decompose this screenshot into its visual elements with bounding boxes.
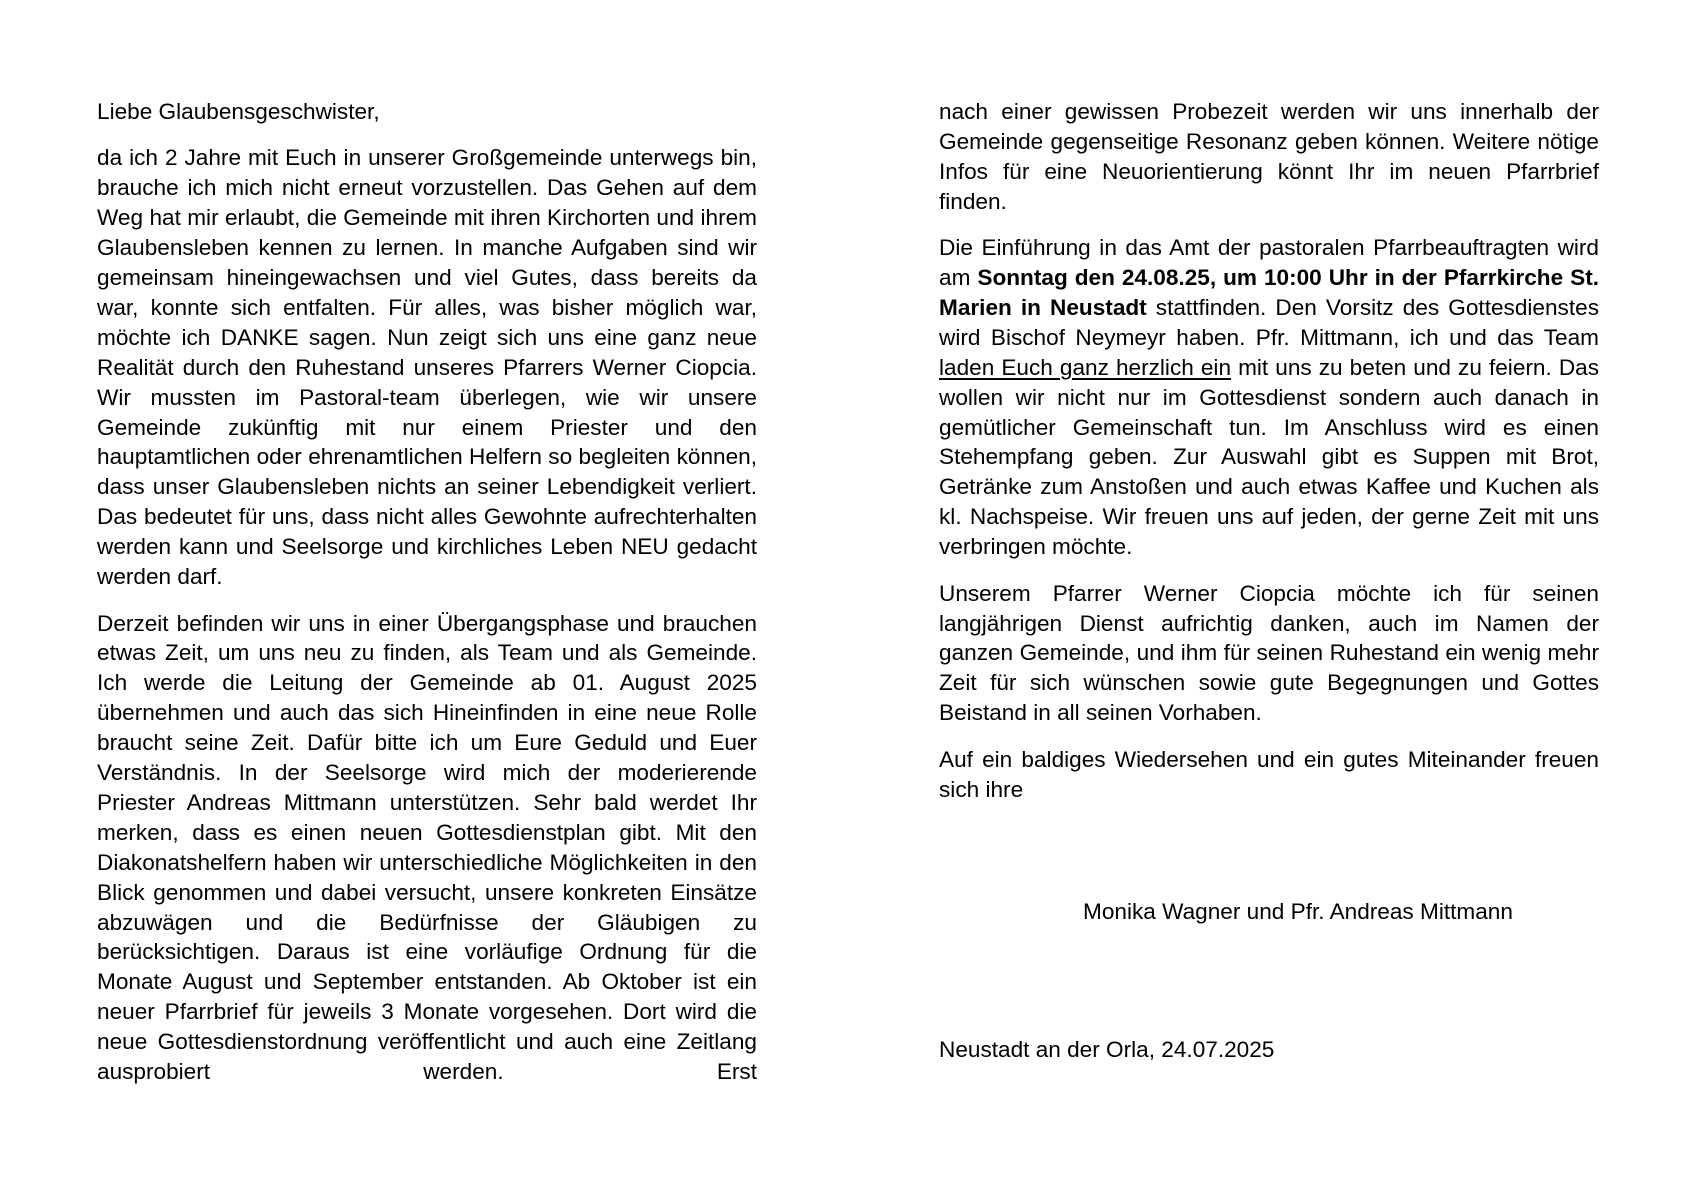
paragraph-installation-invitation [939, 233, 1599, 562]
invitation-intro: Die Einführung in das Amt der pastoralen Pfarrbeauftragten wird am [939, 235, 1599, 291]
salutation: Liebe Glaubensgeschwister, [97, 99, 380, 124]
invitation-closing: mit uns zu beten und zu feiern. Das wollen wir nicht nur im Gottesdienst sondern auch danach in gemütlicher Gemeinschaft tun. Im Anschluss wird es einen Stehempfang geben. Zur Auswahl gibt es Suppen mit Brot, Getränke zum Anstoßen und auch etwas Kaffee und Kuchen als kl. Nachspeise. Wir freuen uns auf jeden, der gerne Zeit mit uns verbringen möchte. [939, 354, 1600, 560]
paragraph-thanks-pastor: Unserem Pfarrer Werner Ciopcia möchte ich für seinen langjährigen Dienst aufrichtig danken, auch im Namen der ganzen Gemeinde, und ihm für seinen Ruhestand ein wenig mehr Zeit für sich wünschen sowie gute Begegnungen und Gottes Beistand in all seinen Vorhaben. [939, 580, 1599, 726]
signature: Monika Wagner und Pfr. Andreas Mittmann [1083, 899, 1513, 924]
paragraph-transition-phase: Derzeit befinden wir uns in einer Übergangsphase und brauchen etwas Zeit, um uns neu zu finden, als Team und als Gemeinde. Ich werde die Leitung der Gemeinde ab 01. August 2025 übernehmen und auch das sich Hineinfinden in eine neue Rolle braucht seine Zeit. Dafür bitte ich um Eure Geduld und Euer Verständnis. In der Seelsorge wird mich der moderierende Priester Andreas Mittmann unterstützen. Sehr bald werdet Ihr merken, dass es einen neuen Gottesdienstplan gibt. Mit den Diakonatshelfern haben wir unterschiedliche Möglichkeiten in den Blick genommen und dabei versucht, unsere konkreten Einsätze abzuwägen und die Bedürfnisse der Gläubigen zu berücksichtigen. Daraus ist eine vorläufige Ordnung für die Monate August und September entstanden. Ab Oktober ist ein neuer Pfarrbrief für jeweils 3 Monate vorgesehen. Dort wird die neue Gottesdienstordnung veröffentlicht und auch eine Zeitlang ausprobiert werden. Erst [97, 610, 757, 1085]
event-date-location: Sonntag den 24.08.25, um 10:00 Uhr in der Pfarrkirche St. Marien in Neustadt [939, 265, 1599, 320]
paragraph-feedback: nach einer gewissen Probezeit werden wir uns innerhalb der Gemeinde gegenseitige Resonanz geben können. Weitere nötige Infos für eine Neuorientierung könnt Ihr im neuen Pfarrbrief finden. [939, 99, 1599, 214]
right-column [939, 97, 1599, 821]
left-column [97, 97, 757, 1104]
invitation-underlined: laden Euch ganz herzlich ein [939, 354, 1232, 380]
invitation-details: stattfinden. Den Vorsitz des Gottesdienstes wird Bischof Neymeyr haben. Pfr. Mittmann, ich und das Team [939, 294, 1599, 350]
paragraph-farewell: Auf ein baldiges Wiedersehen und ein gutes Miteinander freuen sich ihre [939, 746, 1599, 802]
place-and-date: Neustadt an der Orla, 24.07.2025 [939, 1037, 1275, 1062]
paragraph-introduction: da ich 2 Jahre mit Euch in unserer Großgemeinde unterwegs bin, brauche ich mich nicht erneut vorzustellen. Das Gehen auf dem Weg hat mir erlaubt, die Gemeinde mit ihren Kirchorten und ihrem Glaubensleben kennen zu lernen. In manche Aufgaben sind wir gemeinsam hineingewachsen und viel Gutes, dass bereits da war, konnte sich entfalten. Für alles, was bisher möglich war, möchte ich DANKE sagen. Nun zeigt sich uns eine ganz neue Realität durch den Ruhestand unseres Pfarrers Werner Ciopcia. Wir mussten im Pastoral-team überlegen, wie wir unsere Gemeinde zukünftig mit nur einem Priester und den hauptamtlichen oder ehrenamtlichen Helfern so begleiten können, dass unser Glaubensleben nichts an seiner Lebendigkeit verliert. Das bedeutet für uns, dass nicht alles Gewohnte aufrechterhalten werden kann und Seelsorge und kirchliches Leben NEU gedacht werden darf. [97, 145, 757, 590]
